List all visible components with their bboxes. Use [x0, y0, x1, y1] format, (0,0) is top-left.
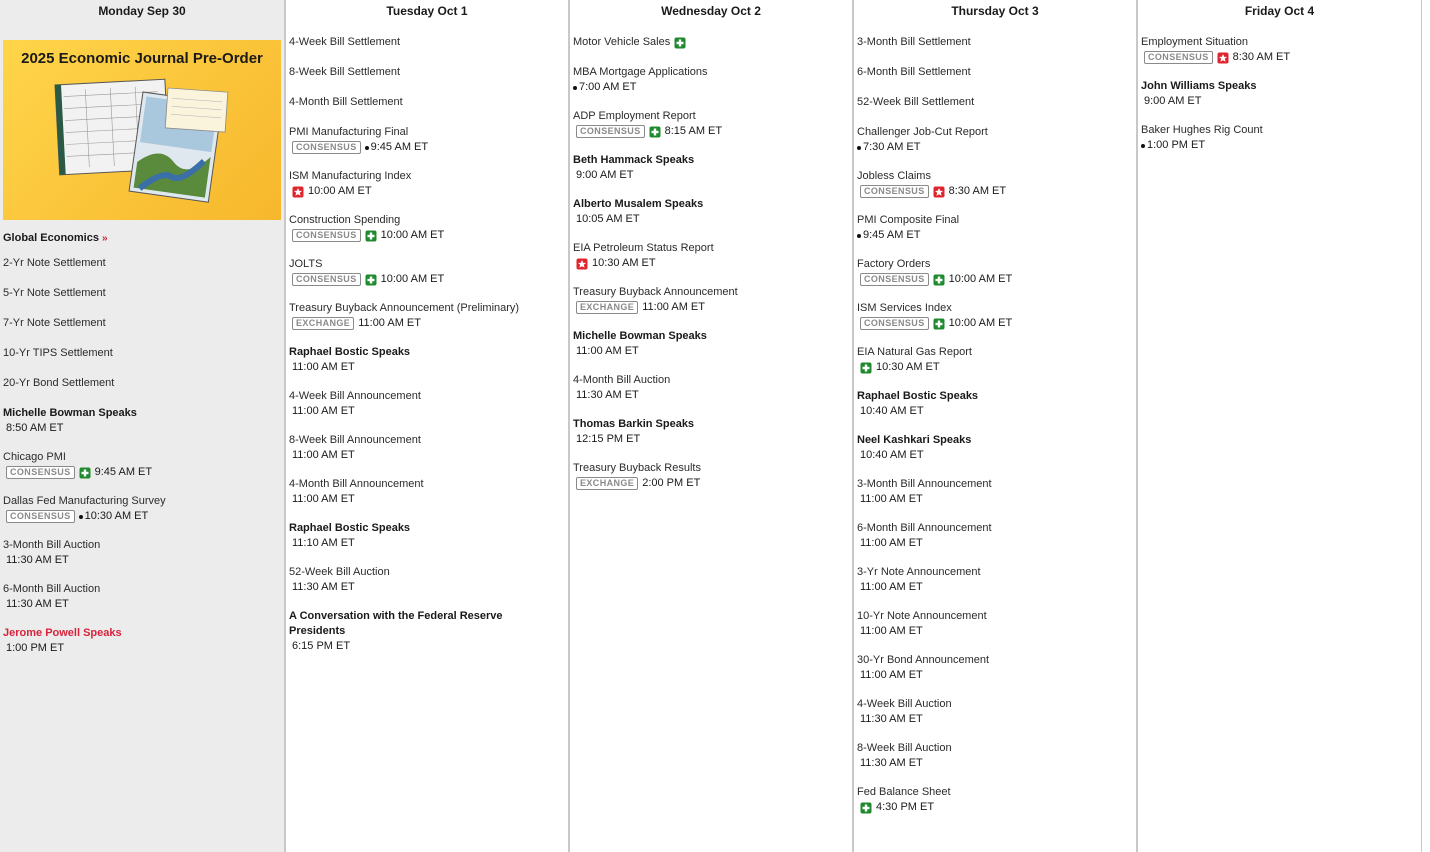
event-item[interactable]: [3, 538, 284, 582]
red-star-icon: [933, 186, 945, 198]
global-economics-link[interactable]: [3, 232, 284, 244]
event-item[interactable]: [289, 257, 568, 301]
event-item[interactable]: [289, 565, 568, 609]
day-header: Thursday Oct 3: [951, 4, 1039, 18]
red-star-icon: [1217, 52, 1229, 64]
event-name[interactable]: 10-Yr TIPS Settlement: [3, 347, 113, 359]
event-item[interactable]: [857, 565, 1136, 609]
day-column-wednesday: [570, 0, 854, 852]
event-name[interactable]: 3-Month Bill Auction: [3, 539, 101, 551]
event-item[interactable]: [573, 65, 852, 109]
event-time: 10:00 AM ET: [380, 273, 445, 285]
event-item[interactable]: [857, 35, 1136, 65]
event-item[interactable]: [857, 345, 1136, 389]
event-item[interactable]: [289, 213, 568, 257]
event-name[interactable]: 6-Month Bill Auction: [3, 583, 101, 595]
event-time: 11:30 AM ET: [292, 581, 355, 593]
event-name[interactable]: 4-Month Bill Auction: [573, 374, 671, 386]
event-item[interactable]: [3, 450, 284, 494]
event-time: 10:05 AM ET: [576, 213, 640, 225]
consensus-badge[interactable]: CONSENSUS: [860, 185, 929, 198]
event-name[interactable]: Baker Hughes Rig Count: [1141, 124, 1263, 136]
event-item[interactable]: [289, 301, 568, 345]
consensus-badge[interactable]: CONSENSUS: [292, 273, 361, 286]
green-plus-icon: [649, 126, 661, 138]
bullet-dot-icon: [857, 146, 861, 150]
event-item[interactable]: [289, 169, 568, 213]
bullet-dot-icon: [1141, 144, 1145, 148]
event-name[interactable]: MBA Mortgage Applications: [573, 66, 708, 78]
event-time: 10:30 AM ET: [876, 361, 940, 373]
promo-title: 2025 Economic Journal Pre-Order: [21, 50, 263, 67]
event-item[interactable]: [3, 346, 284, 376]
event-time: 10:40 AM ET: [860, 405, 924, 417]
event-time: 9:45 AM ET: [370, 141, 429, 153]
event-name[interactable]: 10-Yr Note Announcement: [857, 610, 987, 622]
event-name[interactable]: PMI Manufacturing Final: [289, 126, 409, 138]
double-chevron-icon: »: [102, 233, 108, 244]
event-name[interactable]: Raphael Bostic Speaks: [289, 522, 411, 534]
event-time: 11:30 AM ET: [6, 554, 69, 566]
green-plus-icon: [933, 318, 945, 330]
event-name[interactable]: 8-Week Bill Announcement: [289, 434, 421, 446]
event-name[interactable]: 7-Yr Note Settlement: [3, 317, 106, 329]
event-name[interactable]: 2-Yr Note Settlement: [3, 257, 106, 269]
event-time: 11:00 AM ET: [642, 301, 705, 313]
event-name[interactable]: 6-Month Bill Announcement: [857, 522, 992, 534]
green-plus-icon: [365, 274, 377, 286]
consensus-badge[interactable]: CONSENSUS: [6, 510, 75, 523]
event-name[interactable]: 52-Week Bill Settlement: [857, 96, 975, 108]
event-time: 12:15 PM ET: [576, 433, 641, 445]
event-name[interactable]: 4-Month Bill Settlement: [289, 96, 403, 108]
consensus-badge[interactable]: CONSENSUS: [292, 141, 361, 154]
event-time: 8:15 AM ET: [664, 125, 723, 137]
event-item[interactable]: [3, 626, 284, 670]
consensus-badge[interactable]: CONSENSUS: [860, 273, 929, 286]
exchange-badge[interactable]: EXCHANGE: [292, 317, 354, 330]
event-time: 9:00 AM ET: [576, 169, 634, 181]
event-time: 6:15 PM ET: [292, 640, 351, 652]
green-plus-icon: [79, 467, 91, 479]
event-name[interactable]: JOLTS: [289, 258, 323, 270]
exchange-badge[interactable]: EXCHANGE: [576, 301, 638, 314]
event-item[interactable]: [3, 406, 284, 450]
consensus-badge[interactable]: CONSENSUS: [292, 229, 361, 242]
event-time: 11:00 AM ET: [860, 537, 923, 549]
event-item[interactable]: [857, 477, 1136, 521]
consensus-badge[interactable]: CONSENSUS: [1144, 51, 1213, 64]
event-name[interactable]: Alberto Musalem Speaks: [573, 198, 704, 210]
global-economics-label: Global Economics: [3, 232, 99, 244]
event-item[interactable]: [857, 169, 1136, 213]
event-name[interactable]: ISM Manufacturing Index: [289, 170, 412, 182]
event-name[interactable]: Employment Situation: [1141, 36, 1248, 48]
event-name[interactable]: EIA Natural Gas Report: [857, 346, 972, 358]
event-item[interactable]: [573, 109, 852, 153]
green-plus-icon: [860, 802, 872, 814]
event-name[interactable]: 5-Yr Note Settlement: [3, 287, 106, 299]
event-name[interactable]: Dallas Fed Manufacturing Survey: [3, 495, 166, 507]
event-name[interactable]: 4-Week Bill Settlement: [289, 36, 401, 48]
event-name[interactable]: 8-Week Bill Settlement: [289, 66, 401, 78]
event-list: [1138, 20, 1421, 167]
event-time: 11:00 AM ET: [860, 581, 923, 593]
event-name[interactable]: Michelle Bowman Speaks: [3, 407, 137, 419]
event-name[interactable]: 8-Week Bill Auction: [857, 742, 952, 754]
event-item[interactable]: [857, 653, 1136, 697]
event-time: 11:00 AM ET: [292, 493, 355, 505]
event-name[interactable]: 4-Week Bill Auction: [857, 698, 952, 710]
event-item[interactable]: [857, 521, 1136, 565]
event-time: 11:00 AM ET: [860, 493, 923, 505]
green-plus-icon: [860, 362, 872, 374]
event-name[interactable]: 20-Yr Bond Settlement: [3, 377, 115, 389]
event-item[interactable]: [857, 609, 1136, 653]
event-item[interactable]: [857, 741, 1136, 785]
event-list: [570, 20, 852, 505]
event-name[interactable]: Construction Spending: [289, 214, 401, 226]
event-item[interactable]: [289, 65, 568, 95]
event-time: 11:00 AM ET: [358, 317, 421, 329]
event-item[interactable]: [3, 256, 284, 286]
event-item[interactable]: [857, 301, 1136, 345]
event-time: 11:00 AM ET: [292, 361, 355, 373]
event-item[interactable]: [573, 329, 852, 373]
exchange-badge[interactable]: EXCHANGE: [576, 477, 638, 490]
event-item[interactable]: [1141, 35, 1421, 79]
consensus-badge[interactable]: CONSENSUS: [576, 125, 645, 138]
event-time: 9:45 AM ET: [94, 466, 153, 478]
event-time: 10:30 AM ET: [592, 257, 656, 269]
event-name[interactable]: Jerome Powell Speaks: [3, 627, 122, 639]
event-item[interactable]: [289, 95, 568, 125]
event-name[interactable]: Treasury Buyback Announcement (Preliminary): [289, 302, 520, 314]
red-star-icon: [292, 186, 304, 198]
event-item[interactable]: [857, 213, 1136, 257]
event-time: 11:30 AM ET: [6, 598, 69, 610]
consensus-badge[interactable]: CONSENSUS: [6, 466, 75, 479]
event-time: 11:00 AM ET: [292, 405, 355, 417]
event-name[interactable]: [573, 35, 852, 50]
event-item[interactable]: [289, 477, 568, 521]
event-time: 9:45 AM ET: [863, 229, 921, 241]
day-column-monday: [0, 0, 286, 852]
event-item[interactable]: [289, 521, 568, 565]
event-name[interactable]: Beth Hammack Speaks: [573, 154, 695, 166]
event-item[interactable]: [289, 345, 568, 389]
event-name[interactable]: Raphael Bostic Speaks: [289, 346, 411, 358]
event-time: 11:00 AM ET: [292, 449, 355, 461]
event-name[interactable]: Factory Orders: [857, 258, 931, 270]
event-item[interactable]: [3, 286, 284, 316]
event-time: 8:50 AM ET: [6, 422, 64, 434]
event-item[interactable]: [3, 582, 284, 626]
event-item[interactable]: [1141, 79, 1421, 123]
event-item[interactable]: [857, 125, 1136, 169]
bullet-dot-icon: [79, 515, 83, 519]
event-name[interactable]: Chicago PMI: [3, 451, 66, 463]
event-item[interactable]: [857, 257, 1136, 301]
event-time: 4:30 PM ET: [876, 801, 935, 813]
day-column-thursday: [854, 0, 1138, 852]
event-list: [0, 244, 284, 670]
day-header: Tuesday Oct 1: [386, 4, 468, 18]
event-item[interactable]: [857, 65, 1136, 95]
event-name[interactable]: 52-Week Bill Auction: [289, 566, 390, 578]
event-name[interactable]: Challenger Job-Cut Report: [857, 126, 988, 138]
event-name-text: Motor Vehicle Sales: [573, 36, 671, 48]
event-name[interactable]: 3-Yr Note Announcement: [857, 566, 981, 578]
event-time: 8:30 AM ET: [948, 185, 1007, 197]
event-item[interactable]: [573, 197, 852, 241]
event-item[interactable]: [573, 35, 852, 65]
day-column-friday: [1138, 0, 1422, 852]
event-name[interactable]: Thomas Barkin Speaks: [573, 418, 695, 430]
event-item[interactable]: [857, 433, 1136, 477]
event-name[interactable]: 30-Yr Bond Announcement: [857, 654, 990, 666]
promo-banner[interactable]: [3, 40, 281, 220]
event-item[interactable]: [289, 125, 568, 169]
event-item[interactable]: [857, 697, 1136, 741]
event-time: 2:00 PM ET: [642, 477, 701, 489]
event-name[interactable]: Raphael Bostic Speaks: [857, 390, 979, 402]
event-item[interactable]: [573, 461, 852, 505]
day-header: Wednesday Oct 2: [661, 4, 761, 18]
event-time: 10:30 AM ET: [84, 510, 149, 522]
event-time: 10:00 AM ET: [380, 229, 445, 241]
event-time: 10:00 AM ET: [948, 317, 1013, 329]
event-item[interactable]: [573, 373, 852, 417]
bullet-dot-icon: [857, 234, 861, 238]
green-plus-icon: [674, 37, 686, 49]
event-name[interactable]: John Williams Speaks: [1141, 80, 1257, 92]
event-time: 7:00 AM ET: [579, 81, 637, 93]
event-time: 11:30 AM ET: [860, 713, 923, 725]
event-item[interactable]: [289, 433, 568, 477]
event-time: 1:00 PM ET: [1147, 139, 1206, 151]
event-name[interactable]: Treasury Buyback Results: [573, 462, 701, 474]
event-item[interactable]: [289, 609, 568, 654]
event-name[interactable]: ADP Employment Report: [573, 110, 696, 122]
event-time: 9:00 AM ET: [1144, 95, 1202, 107]
event-list: [854, 20, 1136, 829]
event-name[interactable]: Treasury Buyback Announcement: [573, 286, 738, 298]
event-item[interactable]: [3, 494, 284, 538]
event-item[interactable]: [289, 35, 568, 65]
event-name[interactable]: 6-Month Bill Settlement: [857, 66, 971, 78]
day-header: Friday Oct 4: [1244, 4, 1315, 18]
event-item[interactable]: [573, 241, 852, 285]
event-time: 10:00 AM ET: [308, 185, 372, 197]
event-item[interactable]: [857, 95, 1136, 125]
event-time: 11:00 AM ET: [860, 669, 923, 681]
day-header: Monday Sep 30: [98, 4, 186, 18]
event-name[interactable]: A Conversation with the Federal Reserve Presidents: [289, 610, 503, 637]
event-item[interactable]: [1141, 123, 1421, 167]
event-time: 11:00 AM ET: [576, 345, 639, 357]
event-item[interactable]: [573, 153, 852, 197]
bullet-dot-icon: [365, 146, 369, 150]
green-plus-icon: [365, 230, 377, 242]
event-time: 10:00 AM ET: [948, 273, 1013, 285]
event-time: 10:40 AM ET: [860, 449, 924, 461]
event-item[interactable]: [857, 389, 1136, 433]
event-item[interactable]: [857, 785, 1136, 829]
event-name[interactable]: EIA Petroleum Status Report: [573, 242, 714, 254]
event-time: 11:30 AM ET: [860, 757, 923, 769]
event-name[interactable]: Jobless Claims: [857, 170, 931, 182]
event-name[interactable]: Neel Kashkari Speaks: [857, 434, 972, 446]
event-name[interactable]: 4-Month Bill Announcement: [289, 478, 424, 490]
event-name[interactable]: Michelle Bowman Speaks: [573, 330, 707, 342]
event-item[interactable]: [3, 376, 284, 406]
event-time: 7:30 AM ET: [863, 141, 921, 153]
bullet-dot-icon: [573, 86, 577, 90]
event-item[interactable]: [573, 285, 852, 329]
event-name[interactable]: Fed Balance Sheet: [857, 786, 951, 798]
event-name[interactable]: PMI Composite Final: [857, 214, 960, 226]
event-list: [286, 20, 568, 654]
event-time: 11:30 AM ET: [576, 389, 639, 401]
event-name[interactable]: 4-Week Bill Announcement: [289, 390, 421, 402]
event-item[interactable]: [573, 417, 852, 461]
event-time: 1:00 PM ET: [6, 642, 65, 654]
event-item[interactable]: [289, 389, 568, 433]
green-plus-icon: [933, 274, 945, 286]
day-column-tuesday: [286, 0, 570, 852]
red-star-icon: [576, 258, 588, 270]
event-time: 8:30 AM ET: [1232, 51, 1291, 63]
journal-book-image: [3, 40, 281, 220]
event-name[interactable]: 3-Month Bill Settlement: [857, 36, 971, 48]
event-name[interactable]: 3-Month Bill Announcement: [857, 478, 992, 490]
consensus-badge[interactable]: CONSENSUS: [860, 317, 929, 330]
event-time: 11:00 AM ET: [860, 625, 923, 637]
event-time: 11:10 AM ET: [292, 537, 355, 549]
event-item[interactable]: [3, 316, 284, 346]
event-name[interactable]: ISM Services Index: [857, 302, 952, 314]
